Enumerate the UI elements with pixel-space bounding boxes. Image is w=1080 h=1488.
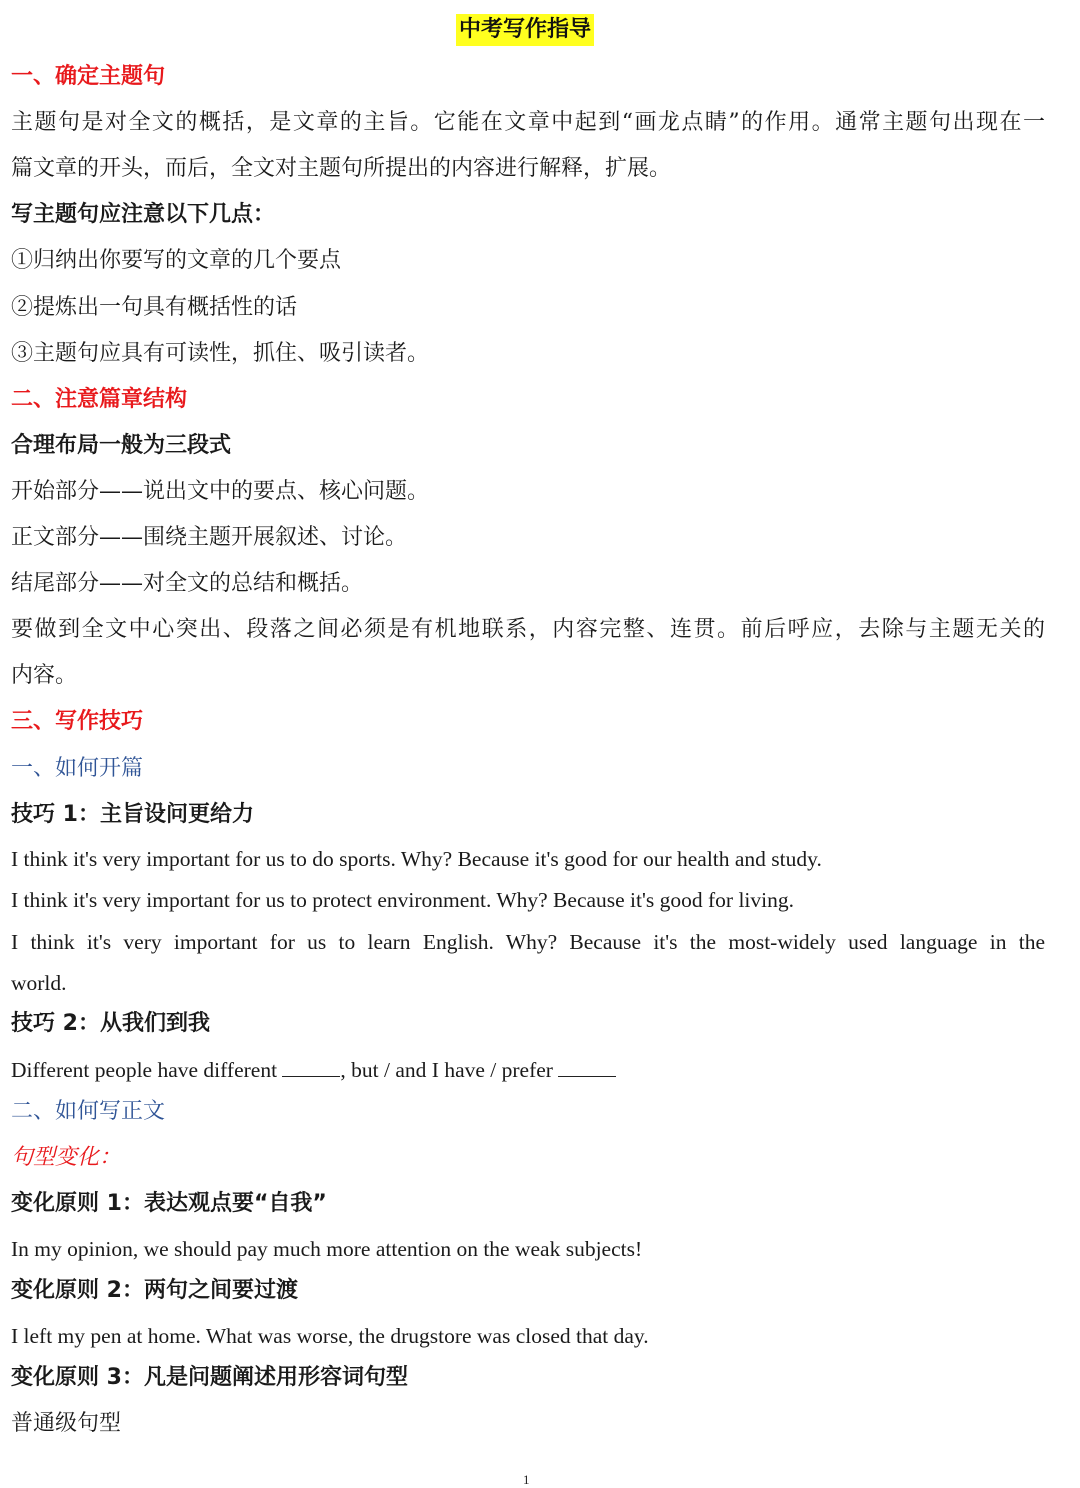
sentence-variation-label: 句型变化： (11, 1145, 122, 1170)
list-item: 正文部分——围绕主题开展叙述、讨论。 (11, 525, 408, 550)
paragraph-line: 主题句是对全文的概括，是文章的主旨。它能在文章中起到“画龙点睛”的作用。通常主题句出现在一 (11, 110, 1045, 135)
fill-in-text: , but / and I have / prefer (340, 1058, 553, 1082)
blank-line (282, 1060, 340, 1077)
example-sentence: world. (11, 971, 67, 995)
rule-heading: 变化原则 2：两句之间要过渡 (11, 1278, 298, 1303)
fill-in-text: Different people have different (11, 1058, 278, 1082)
blank-line (558, 1060, 616, 1077)
example-sentence: I think it's very important for us to do sports. Why? Because it's good for our health and study. (11, 847, 822, 871)
list-item: 结尾部分——对全文的总结和概括。 (11, 571, 364, 596)
fill-in-sentence (11, 1055, 616, 1085)
sub-heading: 合理布局一般为三段式 (11, 433, 232, 458)
page-title: 中考写作指导 (456, 14, 594, 46)
paragraph-line: 要做到全文中心突出、段落之间必须是有机地联系，内容完整、连贯。前后呼应，去除与主题无关的 (11, 617, 1045, 642)
list-item: 开始部分——说出文中的要点、核心问题。 (11, 479, 430, 504)
notes-heading: 写主题句应注意以下几点： (11, 202, 276, 227)
sub-heading-opening: 一、如何开篇 (11, 756, 144, 781)
list-item: ①归纳出你要写的文章的几个要点 (11, 248, 342, 273)
list-item: ③主题句应具有可读性，抓住、吸引读者。 (11, 341, 430, 366)
page-number: 1 (523, 1472, 530, 1487)
tip-heading: 技巧 2：从我们到我 (11, 1011, 210, 1036)
list-item: ②提炼出一句具有概括性的话 (11, 295, 298, 320)
section-heading-structure: 二、注意篇章结构 (11, 387, 188, 412)
section-heading-topic-sentence: 一、确定主题句 (11, 64, 166, 89)
tip-heading: 技巧 1：主旨设问更给力 (11, 802, 254, 827)
example-sentence: I think it's very important for us to protect environment. Why? Because it's good for living. (11, 888, 794, 912)
example-sentence: In my opinion, we should pay much more attention on the weak subjects! (11, 1237, 643, 1261)
rule-heading: 变化原则 3：凡是问题阐述用形容词句型 (11, 1365, 408, 1390)
example-sentence: I think it's very important for us to learn English. Why? Because it's the most-widely used language in the (11, 930, 1045, 954)
paragraph-line: 内容。 (11, 663, 78, 688)
rule-heading: 变化原则 1：表达观点要“自我” (11, 1191, 327, 1216)
sub-heading-body: 二、如何写正文 (11, 1099, 166, 1124)
paragraph-line: 篇文章的开头，而后，全文对主题句所提出的内容进行解释，扩展。 (11, 156, 672, 181)
sub-label: 普通级句型 (11, 1411, 122, 1436)
example-sentence: I left my pen at home. What was worse, the drugstore was closed that day. (11, 1324, 649, 1348)
section-heading-techniques: 三、写作技巧 (11, 709, 144, 734)
